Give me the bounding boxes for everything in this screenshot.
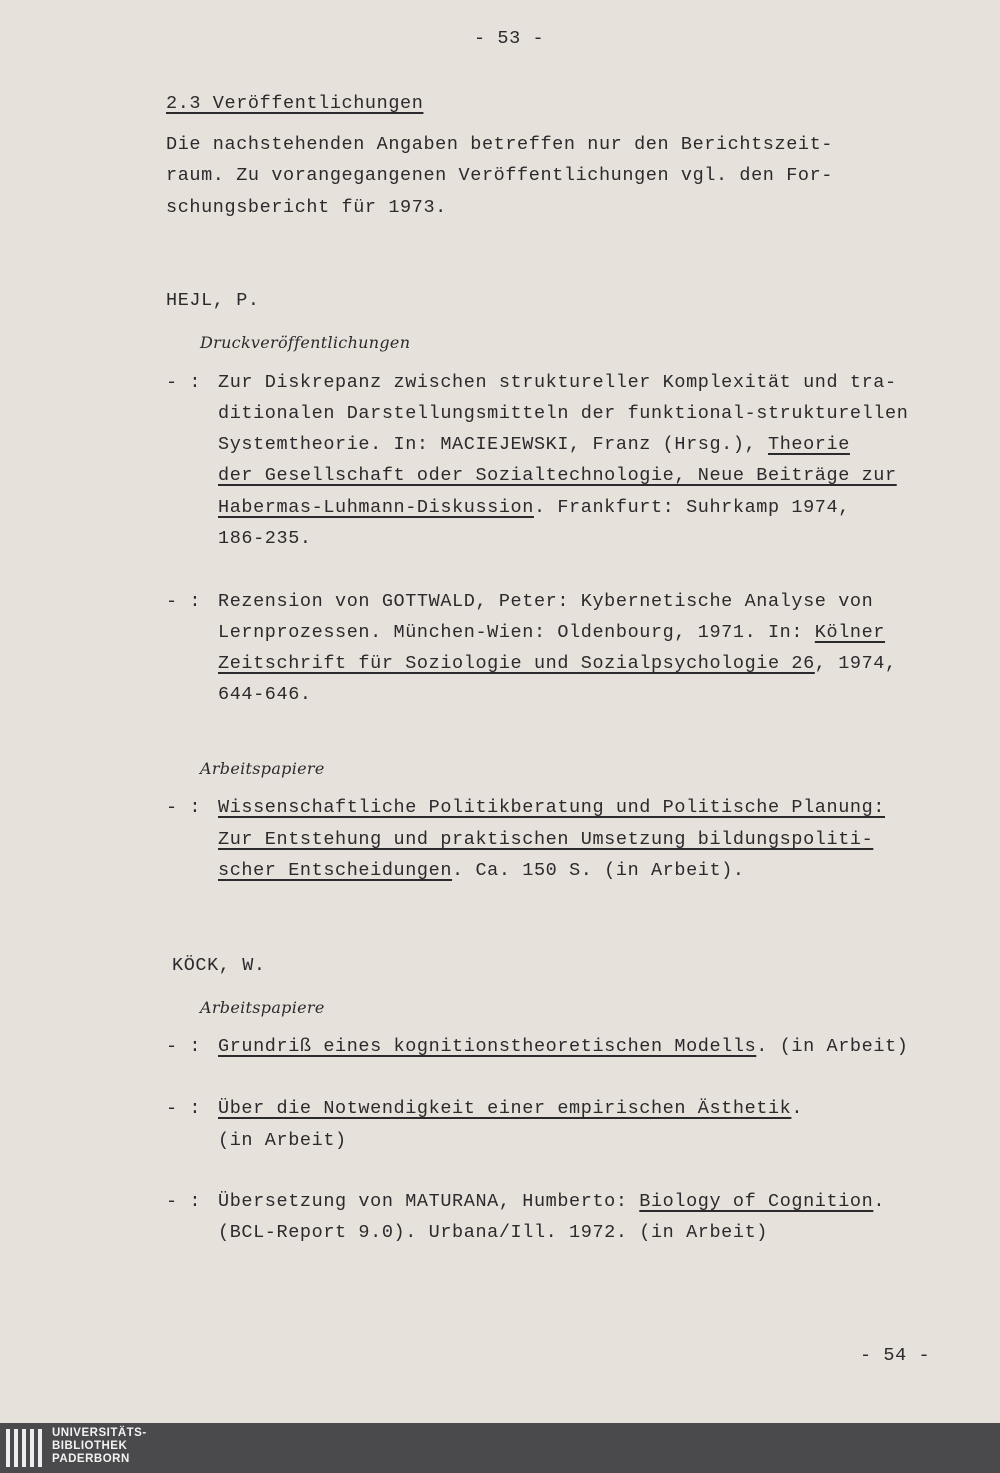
entry-line <box>218 653 897 675</box>
entry-title: Über die Notwendigkeit einer empirischen Ästhetik <box>218 1098 792 1119</box>
library-footer-bar <box>0 1423 1000 1473</box>
logo-line: UNIVERSITÄTS- <box>52 1427 147 1439</box>
logo-line: BIBLIOTHEK <box>52 1440 128 1452</box>
entry-dash: - : <box>166 1036 202 1057</box>
entry-line <box>218 497 850 519</box>
entry-dash: - : <box>166 1191 202 1212</box>
author-name: HEJL, P. <box>166 290 260 311</box>
entry-text: . <box>791 1098 804 1119</box>
entry-dash: - : <box>166 1098 202 1119</box>
entry-title: Habermas-Luhmann-Diskussion <box>218 497 534 518</box>
entry-line: ditionalen Darstellungsmitteln der funktional-strukturellen <box>218 403 909 424</box>
entry-line: (BCL-Report 9.0). Urbana/Ill. 1972. (in Arbeit) <box>218 1222 768 1243</box>
entry-line <box>218 1036 908 1058</box>
entry-title: Biology of Cognition <box>639 1191 874 1212</box>
entry-text: Lernprozessen. München-Wien: Oldenbourg, 1971. In: <box>218 622 804 643</box>
entry-dash: - : <box>166 372 202 393</box>
intro-line: schungsbericht für 1973. <box>166 197 447 218</box>
entry-line: Rezension von GOTTWALD, Peter: Kybernetische Analyse von <box>218 591 874 612</box>
entry-title: der Gesellschaft oder Sozialtechnologie, Neue Beiträge zur <box>218 465 897 486</box>
subsection-label: Druckveröffentlichungen <box>200 333 411 352</box>
entry-dash: - : <box>166 797 202 818</box>
entry-text: . Ca. 150 S. (in Arbeit). <box>452 860 745 881</box>
entry-text: . <box>873 1191 886 1212</box>
page-number: - 53 - <box>474 28 545 49</box>
entry-line: 186-235. <box>218 528 312 549</box>
entry-line: 644-646. <box>218 684 312 705</box>
entry-title: Zur Entstehung und praktischen Umsetzung bildungspoliti- <box>218 829 874 850</box>
subsection-label: Arbeitspapiere <box>200 998 325 1017</box>
entry-title: Zeitschrift für Soziologie und Sozialpsychologie 26 <box>218 653 815 674</box>
entry-line <box>218 622 885 644</box>
entry-text: Systemtheorie. In: MACIEJEWSKI, Franz (Hrsg.), <box>218 434 757 455</box>
entry-line: Zur Diskrepanz zwischen struktureller Komplexität und tra- <box>218 372 897 393</box>
intro-line: raum. Zu vorangegangenen Veröffentlichungen vgl. den For- <box>166 165 834 186</box>
entry-text: . (in Arbeit) <box>756 1036 909 1057</box>
entry-line <box>218 1191 885 1213</box>
library-logo-text <box>52 1427 147 1466</box>
section-heading: 2.3 Veröffentlichungen <box>166 93 424 114</box>
logo-line: PADERBORN <box>52 1453 130 1465</box>
library-logo-icon <box>6 1429 44 1467</box>
entry-text: Übersetzung von MATURANA, Humberto: <box>218 1191 628 1212</box>
entry-text: . Frankfurt: Suhrkamp 1974, <box>533 497 850 518</box>
entry-title: Theorie <box>768 434 850 455</box>
entry-title: scher Entscheidungen <box>218 860 453 881</box>
entry-line <box>218 434 850 456</box>
author-name: KÖCK, W. <box>172 955 266 976</box>
entry-title: Wissenschaftliche Politikberatung und Politische Planung: <box>218 797 886 818</box>
intro-line: Die nachstehenden Angaben betreffen nur den Berichtszeit- <box>166 134 834 155</box>
entry-line <box>218 860 745 882</box>
entry-dash: - : <box>166 591 202 612</box>
entry-line: (in Arbeit) <box>218 1130 347 1151</box>
subsection-label: Arbeitspapiere <box>200 759 325 778</box>
entry-title: Grundriß eines kognitionstheoretischen Modells <box>218 1036 757 1057</box>
next-page-marker: - 54 - <box>860 1345 931 1366</box>
entry-text: , 1974, <box>814 653 897 674</box>
entry-title: Kölner <box>814 622 886 643</box>
entry-line <box>218 1098 803 1120</box>
